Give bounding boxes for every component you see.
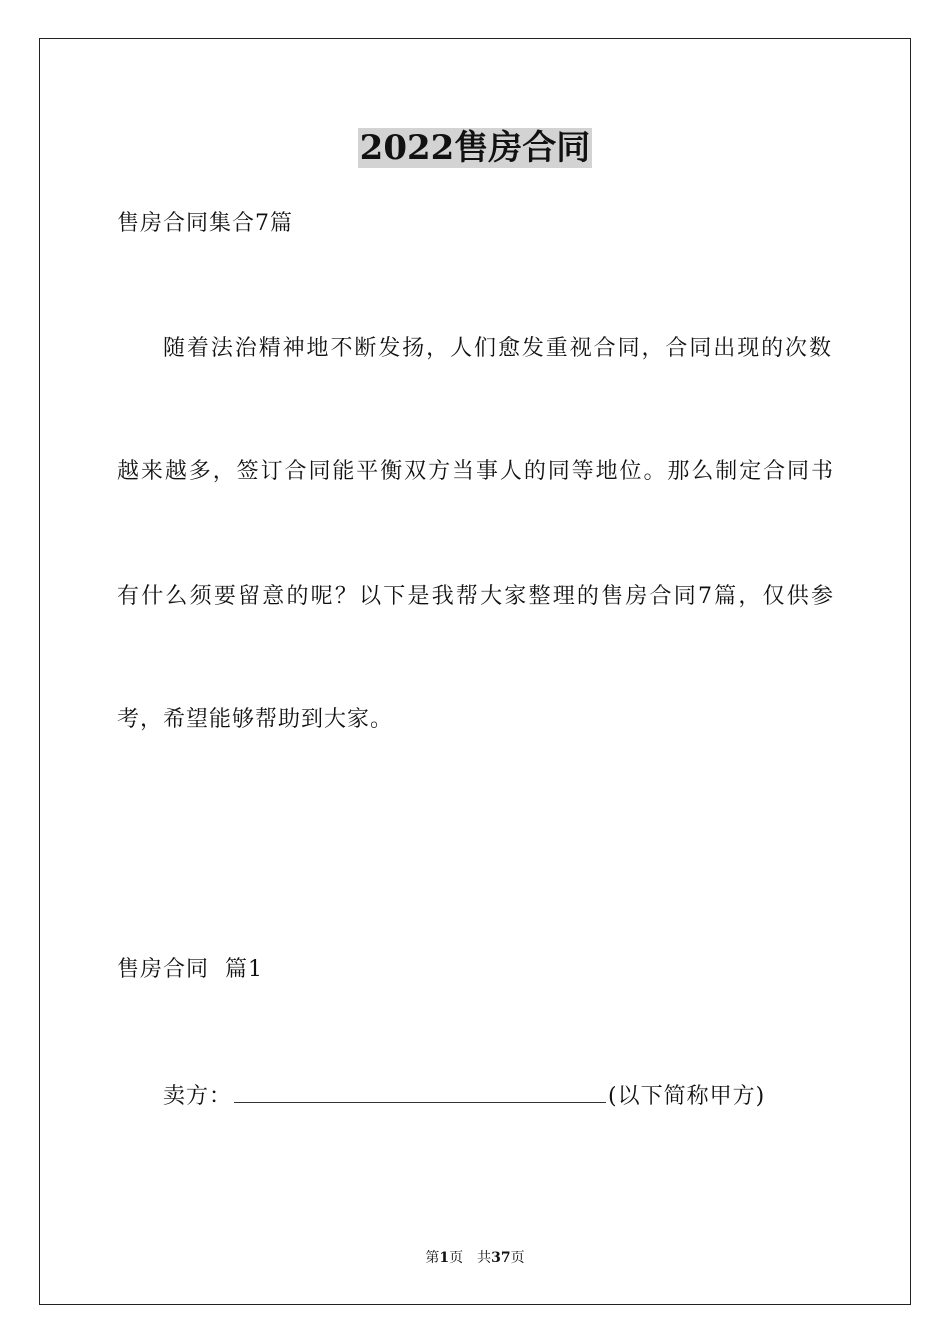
footer-total-prefix: 共 <box>477 1250 492 1266</box>
intro-line-2: 越来越多，签订合同能平衡双方当事人的同等地位。那么制定合同书 <box>117 459 833 484</box>
intro-line-3: 有什么须要留意的呢？以下是我帮大家整理的售房合同7篇，仅供参 <box>117 584 833 609</box>
footer-total-unit: 页 <box>510 1250 525 1266</box>
footer-page-prefix: 第 <box>425 1250 440 1266</box>
seller-blank-line <box>234 1080 606 1103</box>
footer-page-number: 1 <box>439 1250 450 1266</box>
seller-suffix: (以下简称甲方) <box>608 1084 766 1109</box>
page-footer <box>0 1248 950 1268</box>
intro-line-1: 随着法治精神地不断发扬，人们愈发重视合同，合同出现的次数 <box>163 336 831 361</box>
seller-label: 卖方： <box>163 1084 233 1109</box>
seller-field <box>163 1080 765 1112</box>
document-subtitle: 售房合同集合7篇 <box>117 211 293 236</box>
intro-line-4: 考，希望能够帮助到大家。 <box>117 707 394 732</box>
document-title: 2022售房合同 <box>359 128 591 168</box>
section-heading: 售房合同 篇1 <box>117 957 263 982</box>
footer-page-unit: 页 <box>449 1250 464 1266</box>
footer-total-pages: 37 <box>491 1250 511 1266</box>
